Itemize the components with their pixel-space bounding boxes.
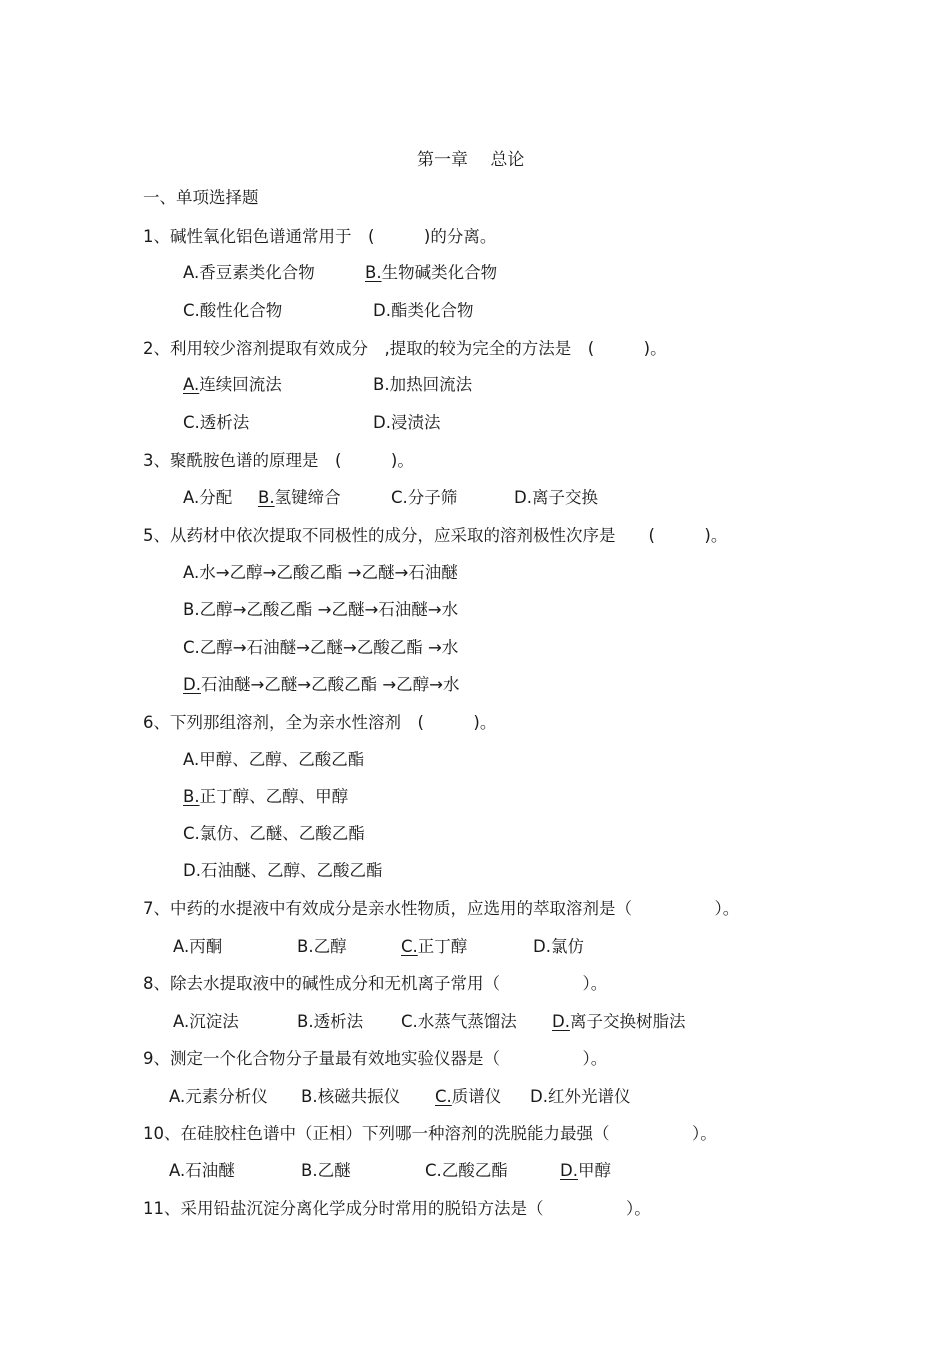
q8-option-b: B.透析法 (297, 1012, 364, 1031)
section-heading: 一、单项选择题 (143, 188, 259, 207)
q9-option-c: C.质谱仪 (435, 1087, 502, 1106)
q5-option-d: D.石油醚→乙醚→乙酸乙酯 →乙醇→水 (183, 675, 460, 694)
q6-option-a: A.甲醇、乙醇、乙酸乙酯 (183, 750, 365, 769)
q7-answer-marker: C. (401, 937, 418, 956)
q5-option-a: A.水→乙醇→乙酸乙酯 →乙醚→石油醚 (183, 563, 458, 582)
q3-option-b: B.氢键缔合 (258, 488, 341, 507)
q8-option-d: D.离子交换树脂法 (552, 1012, 686, 1031)
question-6: 6、下列那组溶剂，全为亲水性溶剂 ( )。 (143, 713, 497, 732)
q2-option-d: D.浸渍法 (373, 413, 441, 432)
q3-option-a: A.分配 (183, 488, 233, 507)
q2-answer-marker: A. (183, 375, 200, 394)
q2-option-a: A.连续回流法 (183, 375, 282, 394)
q10-option-d: D.甲醇 (560, 1161, 611, 1180)
question-11: 11、采用铅盐沉淀分离化学成分时常用的脱铅方法是（ ）。 (143, 1199, 651, 1218)
q3-answer-marker: B. (258, 488, 275, 507)
q6-option-b: B.正丁醇、乙醇、甲醇 (183, 787, 349, 806)
question-10: 10、在硅胶柱色谱中（正相）下列哪一种溶剂的洗脱能力最强（ ）。 (143, 1124, 717, 1143)
question-9: 9、测定一个化合物分子量最有效地实验仪器是（ ）。 (143, 1049, 608, 1068)
question-1: 1、碱性氧化铝色谱通常用于 ( )的分离。 (143, 227, 497, 246)
q1-option-a: A.香豆素类化合物 (183, 263, 315, 282)
q6-option-d: D.石油醚、乙醇、乙酸乙酯 (183, 861, 383, 880)
q7-option-a: A.丙酮 (173, 937, 223, 956)
q1-answer-marker: B. (365, 263, 382, 282)
q1-option-d: D.酯类化合物 (373, 301, 474, 320)
question-2: 2、利用较少溶剂提取有效成分 ,提取的较为完全的方法是 ( )。 (143, 339, 667, 358)
q8-option-c: C.水蒸气蒸馏法 (401, 1012, 517, 1031)
q7-option-b: B.乙醇 (297, 937, 347, 956)
q6-option-c: C.氯仿、乙醚、乙酸乙酯 (183, 824, 365, 843)
q3-option-c: C.分子筛 (391, 488, 458, 507)
q6-answer-marker: B. (183, 787, 200, 806)
q5-option-c: C.乙醇→石油醚→乙醚→乙酸乙酯 →水 (183, 638, 459, 657)
q8-answer-marker: D. (552, 1012, 570, 1031)
q7-option-d: D.氯仿 (533, 937, 584, 956)
question-5: 5、从药材中依次提取不同极性的成分，应采取的溶剂极性次序是 ( )。 (143, 526, 728, 545)
q5-answer-marker: D. (183, 675, 201, 694)
question-3: 3、聚酰胺色谱的原理是 ( )。 (143, 451, 414, 470)
q8-option-a: A.沉淀法 (173, 1012, 239, 1031)
q1-option-c: C.酸性化合物 (183, 301, 283, 320)
q9-answer-marker: C. (435, 1087, 452, 1106)
q9-option-a: A.元素分析仪 (169, 1087, 268, 1106)
chapter-title: 第一章 总论 (417, 150, 525, 170)
q7-option-c: C.正丁醇 (401, 937, 468, 956)
question-7: 7、中药的水提液中有效成分是亲水性物质，应选用的萃取溶剂是（ ）。 (143, 899, 740, 918)
q1-option-b: B.生物碱类化合物 (365, 263, 498, 282)
q2-option-b: B.加热回流法 (373, 375, 473, 394)
q10-option-a: A.石油醚 (169, 1161, 235, 1180)
q10-option-b: B.乙醚 (301, 1161, 351, 1180)
q2-option-c: C.透析法 (183, 413, 250, 432)
question-8: 8、除去水提取液中的碱性成分和无机离子常用（ ）。 (143, 974, 608, 993)
q9-option-b: B.核磁共振仪 (301, 1087, 401, 1106)
q10-option-c: C.乙酸乙酯 (425, 1161, 508, 1180)
q9-option-d: D.红外光谱仪 (530, 1087, 631, 1106)
q3-option-d: D.离子交换 (514, 488, 598, 507)
q5-option-b: B.乙醇→乙酸乙酯 →乙醚→石油醚→水 (183, 600, 459, 619)
q10-answer-marker: D. (560, 1161, 578, 1180)
